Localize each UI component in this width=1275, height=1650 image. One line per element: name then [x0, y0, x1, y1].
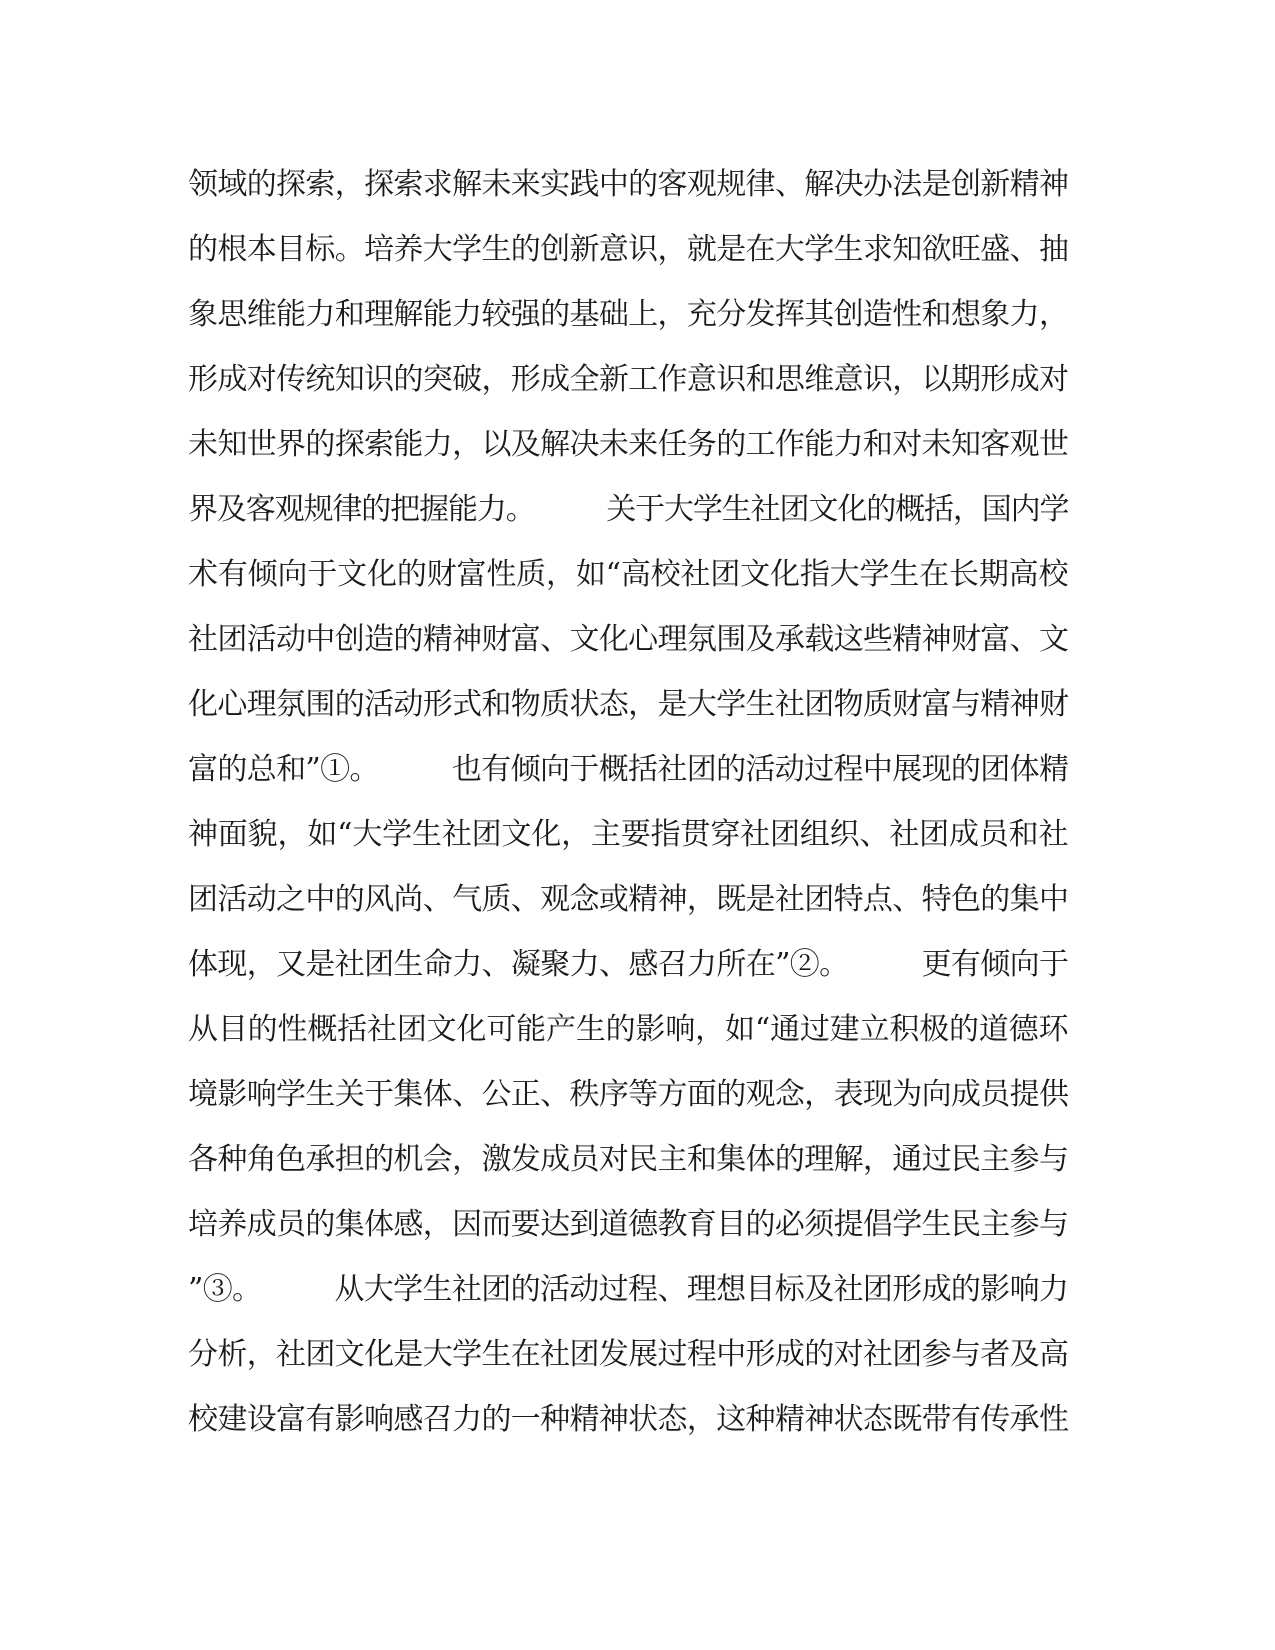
text-line-12: 团活动之中的风尚、气质、观念或精神，既是社团特点、特色的集中 [188, 882, 1068, 917]
text-line-15: 境影响学生关于集体、公正、秩序等方面的观念，表现为向成员提供 [188, 1077, 1068, 1112]
text-line-10: 富的总和”①。 也有倾向于概括社团的活动过程中展现的团体精 [188, 752, 1068, 787]
text-line-18: ”③。 从大学生社团的活动过程、理想目标及社团形成的影响力 [188, 1272, 1068, 1307]
text-line-4: 形成对传统知识的突破，形成全新工作意识和思维意识，以期形成对 [188, 362, 1068, 397]
text-line-19: 分析，社团文化是大学生在社团发展过程中形成的对社团参与者及高 [188, 1337, 1068, 1372]
text-line-14: 从目的性概括社团文化可能产生的影响，如“通过建立积极的道德环 [188, 1012, 1068, 1047]
text-line-20: 校建设富有影响感召力的一种精神状态，这种精神状态既带有传承性 [188, 1402, 1068, 1437]
text-line-13: 体现，又是社团生命力、凝聚力、感召力所在”②。 更有倾向于 [188, 947, 1068, 982]
text-line-17: 培养成员的集体感，因而要达到道德教育目的必须提倡学生民主参与 [188, 1207, 1068, 1242]
text-line-8: 社团活动中创造的精神财富、文化心理氛围及承载这些精神财富、文 [188, 622, 1068, 657]
text-line-16: 各种角色承担的机会，激发成员对民主和集体的理解，通过民主参与 [188, 1142, 1068, 1177]
text-line-11: 神面貌，如“大学生社团文化，主要指贯穿社团组织、社团成员和社 [188, 817, 1068, 852]
text-line-6: 界及客观规律的把握能力。 关于大学生社团文化的概括，国内学 [188, 492, 1068, 527]
text-line-9: 化心理氛围的活动形式和物质状态，是大学生社团物质财富与精神财 [188, 687, 1068, 722]
body-text [188, 168, 1068, 1468]
text-line-3: 象思维能力和理解能力较强的基础上，充分发挥其创造性和想象力， [188, 297, 1068, 332]
text-line-1: 领域的探索，探索求解未来实践中的客观规律、解决办法是创新精神 [188, 167, 1068, 202]
text-line-7: 术有倾向于文化的财富性质，如“高校社团文化指大学生在长期高校 [188, 557, 1068, 592]
text-line-2: 的根本目标。培养大学生的创新意识，就是在大学生求知欲旺盛、抽 [188, 232, 1068, 267]
text-line-5: 未知世界的探索能力，以及解决未来任务的工作能力和对未知客观世 [188, 427, 1068, 462]
